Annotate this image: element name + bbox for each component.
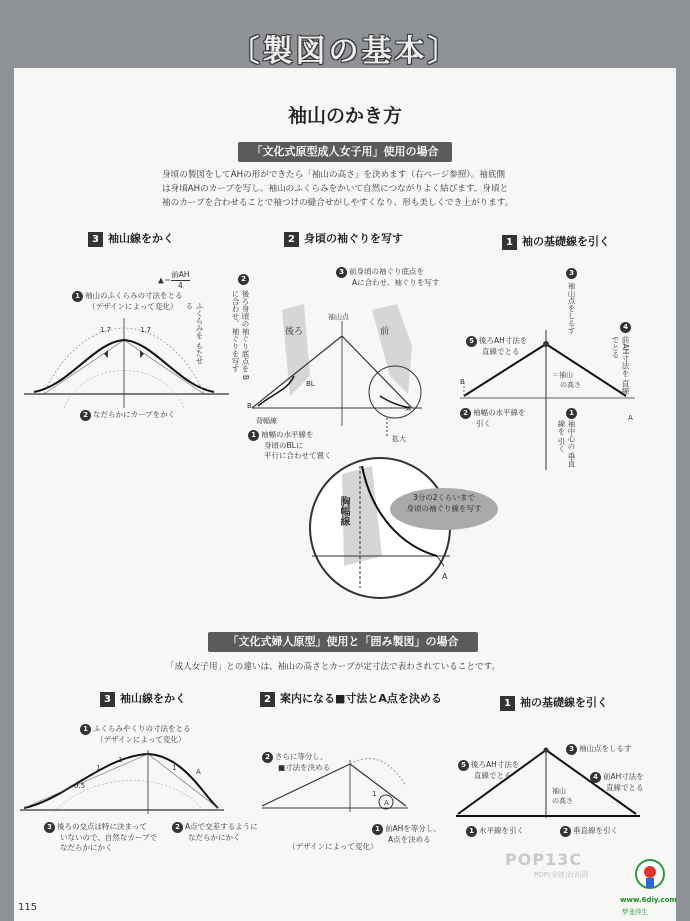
step-number: 2: [260, 692, 275, 707]
front-bodice-piece: [372, 304, 412, 394]
note-text: さらに等分し、: [275, 752, 328, 761]
note-text: 袖山点をしるす: [579, 744, 632, 753]
s1-s1-note3-badge: [566, 268, 579, 279]
step-title: 身頃の袖ぐりを写す: [304, 232, 403, 245]
s1-s1-note4-badge: [620, 322, 633, 333]
step-title: 袖の基礎線を引く: [522, 235, 610, 248]
s1-s3-note2: [80, 410, 175, 421]
label-1a: 1: [96, 764, 101, 772]
note-text: Aに合わせ、袖ぐりを写す: [352, 278, 440, 287]
note-number: 2: [460, 408, 471, 419]
note-text: 直線でとる: [606, 783, 644, 792]
step-title: 袖山線をかく: [108, 232, 174, 245]
note-text: 引く: [476, 419, 491, 428]
s1-s2-note2-badge: [238, 274, 251, 285]
step-number: 1: [502, 235, 517, 250]
note-text: なだらかにカーブをかく: [93, 410, 176, 419]
step-number: 1: [500, 696, 515, 711]
s2-step2-heading: [260, 690, 442, 707]
label-a: A: [406, 405, 411, 413]
s2-s3-note3: [44, 822, 157, 853]
s1-s1-note1-badge: [566, 408, 579, 419]
label-17b: 1.7: [140, 326, 152, 334]
bubble-line: 3分の2くらいまで: [412, 493, 476, 502]
watermark-brand: POP13C: [505, 850, 583, 869]
label-height: [552, 786, 573, 806]
step-title: 案内になる■寸法とA点を決める: [280, 692, 442, 705]
note-text: 前AH寸法を: [603, 772, 644, 781]
note-text: ■寸法を決める: [278, 763, 331, 772]
label-1: 1: [372, 790, 377, 798]
zoom-bubble: [390, 488, 498, 530]
label-1c: 1: [172, 764, 177, 772]
label-bl: BL: [306, 380, 315, 388]
note-text: 袖山のふくらみの寸法をとる: [85, 291, 183, 300]
s1-formula: [158, 270, 190, 291]
note-number: 5: [458, 760, 469, 771]
label-munehaba: 胸幅線: [338, 496, 349, 526]
note-number: 2: [262, 752, 273, 763]
section-title: 袖山のかき方: [287, 105, 402, 127]
chapter-title: 〔製図の基本〕: [229, 34, 461, 69]
section1-banner: 「文化式原型成人女子用」使用の場合: [238, 142, 452, 162]
s1-s2-note1: [248, 430, 332, 461]
note-number: 2: [80, 410, 91, 421]
label-sodeyama: 袖山点: [328, 313, 349, 321]
s1-s1-note3-text: 袖山点をしるす: [567, 282, 576, 335]
s2-s1-note4: [590, 772, 644, 793]
note-text: 水平線を引く: [479, 826, 524, 835]
note-text: 平行に合わせて置く: [264, 451, 332, 460]
intro-line-2: は身頃AHのカーブを写し、袖山のふくらみをかいて自然につながりよく結びます。身頃と: [162, 184, 509, 194]
label-a: A: [384, 799, 389, 807]
s1-s3-note-vertical: ふくらみを もたせる: [185, 302, 204, 365]
note-text: いないので、自然なカーブで: [60, 833, 158, 842]
s1-s1-note5: [466, 336, 527, 357]
note-text: 袖幅の水平線を: [261, 430, 314, 439]
label-sebaba: 背幅線: [256, 417, 277, 425]
s1-s1-note4-text: 前AH寸法を 直線でとる: [611, 336, 630, 395]
section2-intro: 「成人女子用」との違いは、袖山の高さとカーブが定寸法で表わされていることです。: [166, 662, 501, 672]
label-b: B: [460, 378, 465, 386]
formula-bottom: 4: [178, 281, 183, 290]
note-number: 2: [560, 826, 571, 837]
s2-s3-note2: [172, 822, 258, 843]
note-number: 1: [80, 724, 91, 735]
note-text: A点を決める: [388, 835, 431, 844]
note-text: （デザインによって変化）: [88, 302, 178, 311]
label-back: 後ろ: [285, 327, 304, 337]
s2-step3-diagram: [14, 730, 234, 830]
note-text: （デザインによって変化）: [96, 735, 186, 744]
step-title: 袖の基礎線を引く: [520, 696, 608, 709]
note-number: 1: [248, 430, 259, 441]
note-text: 後ろの交点は特に決まって: [57, 822, 147, 831]
label-17a: 1.7: [100, 326, 112, 334]
s2-s1-note5: [458, 760, 519, 781]
step-number: 2: [284, 232, 299, 247]
label-1b: 1: [118, 756, 123, 764]
s1-s1-note2: [460, 408, 526, 429]
logo-sub: 梦斐萍生: [622, 908, 648, 916]
label-height-line2: の高さ: [560, 381, 581, 389]
note-text: A点で交差するように: [185, 822, 258, 831]
note-text: 身頃のBLに: [264, 441, 304, 450]
intro-line-3: 袖のカーブを合わせることで袖つけの縫合せがしやすくなり、形も美しくでき上がります。: [162, 198, 514, 208]
formula-top: 前AH: [171, 270, 190, 279]
note-text: なだらかにかく: [60, 843, 113, 852]
label-height-line1: ＝袖山: [552, 371, 573, 379]
note-number: 1: [372, 824, 383, 835]
s2-s1-note3: [566, 744, 632, 755]
s1-s2-note3: [336, 267, 439, 288]
note-number: 3: [566, 744, 577, 755]
note-text: 直線でとる: [474, 771, 512, 780]
step-number: 3: [88, 232, 103, 247]
logo-site: www.6diy.com: [620, 896, 677, 904]
note-text: 後ろAH寸法を: [471, 760, 520, 769]
note-number: 2: [172, 822, 183, 833]
step-number: 3: [100, 692, 115, 707]
section1-intro: [162, 168, 542, 210]
note-number: 1: [466, 826, 477, 837]
s1-s1-note1-text: 袖中心の 垂直線を 引く: [557, 420, 576, 468]
page-number: 115: [18, 902, 38, 913]
note-number: 4: [620, 322, 631, 333]
watermark-sub: POP(全球)时尚网: [534, 871, 589, 879]
label-a: A: [628, 414, 633, 422]
s1-s2-note-vertical: 後ろ身頃の袖ぐり底点を Bに合わせ、袖ぐりを写す: [231, 290, 250, 381]
note-text: 直線でとる: [482, 347, 520, 356]
note-number: 1: [72, 291, 83, 302]
note-number: 5: [466, 336, 477, 347]
label-height-line1: 袖山: [552, 787, 566, 795]
label-zoom-a: A: [442, 572, 448, 581]
note-text: なだらかにかく: [188, 833, 241, 842]
label-height: [552, 370, 581, 390]
s1-s3-note1: [72, 291, 183, 312]
step-title: 袖山線をかく: [120, 692, 186, 705]
note-number: 3: [44, 822, 55, 833]
s2-s2-note2: [262, 752, 330, 773]
s2-step3-heading: [100, 690, 186, 707]
note-number: 3: [566, 268, 577, 279]
section2-banner: 「文化式婦人原型」使用と「囲み製図」の場合: [208, 632, 478, 652]
note-number: 3: [336, 267, 347, 278]
note-text: ふくらみやくりの寸法をとる: [93, 724, 191, 733]
label-front: 前: [380, 327, 390, 337]
intro-line-1: 身頃の製図をしてAHの形ができたら「袖山の高さ」を決めます（右ページ参照）。袖底側: [162, 170, 506, 180]
s2-s2-note1: [372, 824, 441, 845]
note-text: 前AHを等分し、: [385, 824, 441, 833]
note-number: 1: [566, 408, 577, 419]
s1-step2-heading: [284, 230, 403, 247]
label-height-line2: の高さ: [552, 797, 573, 805]
label-a: A: [196, 768, 201, 776]
note-text: 袖幅の水平線を: [473, 408, 526, 417]
diy-logo-icon: [632, 856, 668, 896]
s1-step3-heading: [88, 230, 174, 247]
s2-s2-design-note: （デザインによって変化）: [288, 842, 378, 851]
s2-s1-note2: [560, 826, 618, 837]
s2-s1-note1: [466, 826, 524, 837]
label-b: B: [247, 402, 252, 410]
s2-s3-note1: [80, 724, 191, 745]
note-text: 後ろAH寸法を: [479, 336, 528, 345]
s2-step1-heading: [500, 694, 608, 711]
label-05: 0.5: [74, 782, 86, 790]
note-number: 4: [590, 772, 601, 783]
label-kakudai: 拡大: [392, 435, 406, 443]
note-text: 前身頃の袖ぐり底点を: [349, 267, 424, 276]
note-text: 垂直線を引く: [573, 826, 618, 835]
bubble-line: 身頃の袖ぐり線を写す: [406, 504, 482, 513]
note-number: 2: [238, 274, 249, 285]
formula-prefix: ▲＝: [158, 275, 172, 285]
s1-step1-heading: [502, 233, 610, 250]
